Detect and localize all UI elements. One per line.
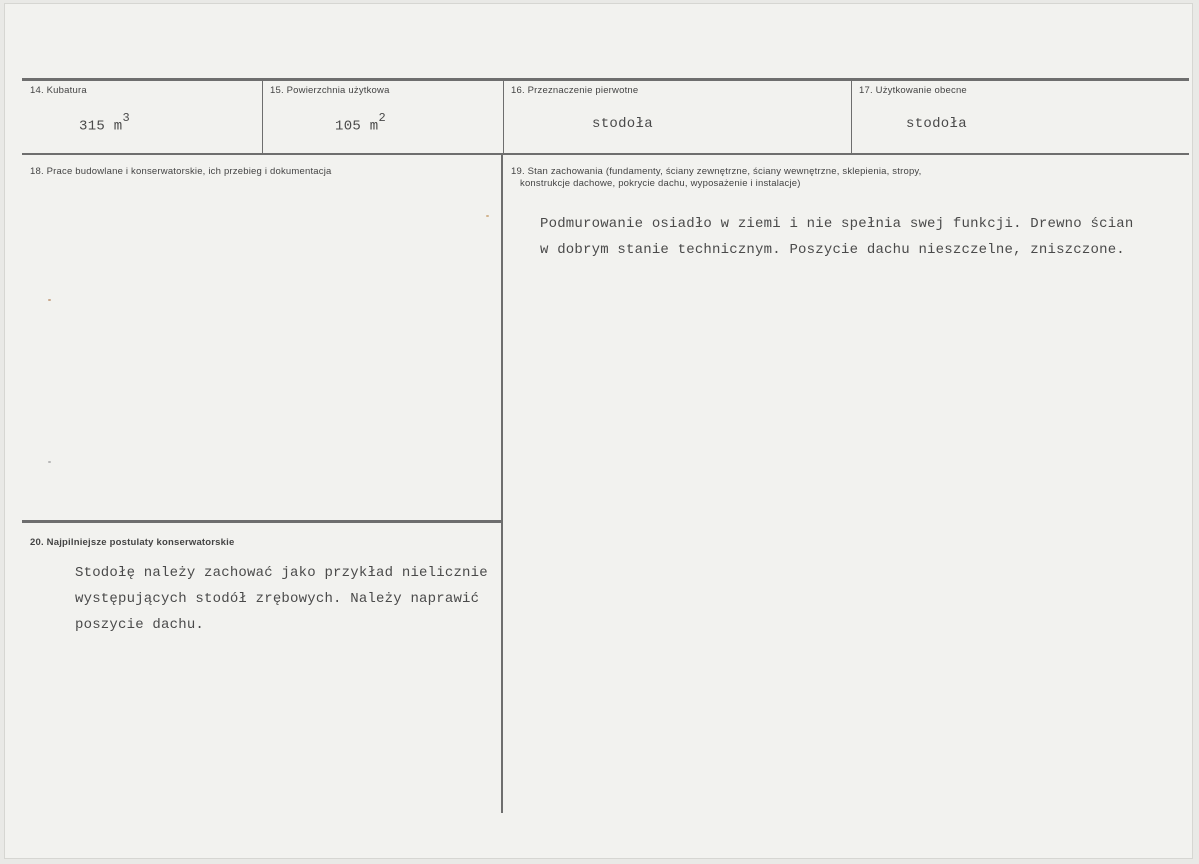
uzytkowanie-label: 17. Użytkowanie obecne <box>859 85 967 96</box>
divider-14-15 <box>262 79 263 155</box>
stan-zachowania-label <box>511 166 922 190</box>
postulaty-line: poszycie dachu. <box>75 617 205 633</box>
paper-speck <box>48 299 51 301</box>
top-rule <box>22 78 1189 81</box>
paper-speck <box>48 461 51 463</box>
postulaty-label: 20. Najpilniejsze postulaty konserwatorskie <box>30 537 235 548</box>
section20-top-rule <box>22 520 501 523</box>
przeznaczenie-label: 16. Przeznaczenie pierwotne <box>511 85 639 96</box>
stan-zachowania-line: w dobrym stanie technicznym. Poszycie dachu nieszczelne, zniszczone. <box>540 242 1125 258</box>
uzytkowanie-value: stodoła <box>906 116 967 132</box>
stan-zachowania-line: Podmurowanie osiadło w ziemi i nie spełnia swej funkcji. Drewno ścian <box>540 216 1134 232</box>
row1-bottom-rule <box>22 153 1189 155</box>
stan-zachowania-text <box>540 211 1134 263</box>
paper-speck <box>486 215 489 217</box>
stan-zachowania-label-line: 19. Stan zachowania (fundamenty, ściany zewnętrzne, ściany wewnętrzne, sklepienia, stropy, <box>511 166 922 177</box>
divider-16-17 <box>851 79 852 155</box>
prace-budowlane-label: 18. Prace budowlane i konserwatorskie, ich przebieg i dokumentacja <box>30 166 332 177</box>
postulaty-text <box>75 560 488 638</box>
kubatura-value: 315 $m^3$ <box>79 111 131 135</box>
divider-15-16 <box>503 79 504 155</box>
central-divider <box>501 155 503 813</box>
przeznaczenie-value: stodoła <box>592 116 653 132</box>
stan-zachowania-label-line: konstrukcje dachowe, pokrycie dachu, wyposażenie i instalacje) <box>520 178 801 189</box>
kubatura-label: 14. Kubatura <box>30 85 87 96</box>
postulaty-line: występujących stodół zrębowych. Należy naprawić <box>75 591 480 607</box>
postulaty-line: Stodołę należy zachować jako przykład nielicznie <box>75 565 488 581</box>
powierzchnia-value: 105 $m^2$ <box>335 111 387 135</box>
powierzchnia-label: 15. Powierzchnia użytkowa <box>270 85 390 96</box>
record-card <box>4 3 1193 859</box>
